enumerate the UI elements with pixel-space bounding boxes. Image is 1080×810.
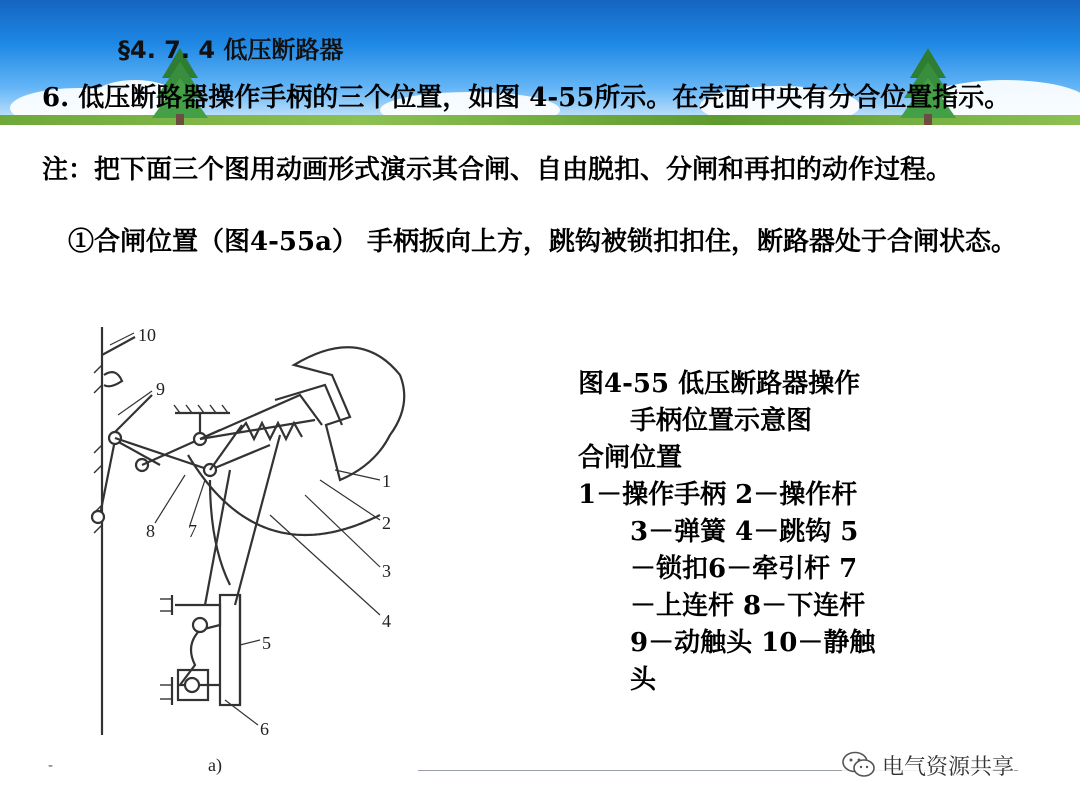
caption-line-8: 9－动触头 10－静触: [630, 628, 876, 658]
label-2: 2: [382, 513, 391, 533]
label-1: 1: [382, 471, 391, 491]
caption-line-5: 3－弹簧 4－跳钩 5: [630, 517, 859, 547]
caption-line-7: －上连杆 8－下连杆: [630, 591, 866, 621]
caption-line-9: 头: [630, 665, 657, 695]
label-10: 10: [138, 325, 156, 345]
footer-dash: -: [48, 758, 54, 774]
label-7: 7: [188, 521, 197, 541]
label-9: 9: [156, 379, 165, 399]
breaker-mechanism-diagram: [60, 305, 460, 785]
watermark-text: 电气资源共享: [882, 754, 1015, 780]
figure-caption: [578, 366, 918, 699]
label-3: 3: [382, 561, 391, 581]
caption-line-3: 合闸位置: [578, 443, 683, 473]
label-6: 6: [260, 719, 269, 739]
figure-sublabel: a): [208, 755, 222, 775]
paragraph-closed-position: [42, 224, 1032, 260]
watermark: [842, 748, 1014, 782]
paragraph-closed-position-text: ①合闸位置（图4-55a） 手柄扳向上方，跳钩被锁扣扣住，断路器处于合闸状态。: [68, 227, 1017, 257]
section-title: §4. 7. 4 低压断路器: [118, 36, 344, 64]
caption-line-4: 1－操作手柄 2－操作杆: [578, 480, 858, 510]
paragraph-intro: 6. 低压断路器操作手柄的三个位置，如图 4-55所示。在壳面中央有分合位置指示。: [42, 83, 1011, 113]
paragraph-note: 注：把下面三个图用动画形式演示其合闸、自由脱扣、分闸和再扣的动作过程。: [42, 155, 953, 185]
caption-line-2: 手柄位置示意图: [630, 406, 813, 436]
wechat-icon: [842, 751, 876, 779]
caption-line-6: －锁扣6－牵引杆 7: [630, 554, 858, 584]
label-5: 5: [262, 633, 271, 653]
caption-line-1: 图4-55 低压断路器操作: [578, 369, 861, 399]
label-8: 8: [146, 521, 155, 541]
label-4: 4: [382, 611, 391, 631]
